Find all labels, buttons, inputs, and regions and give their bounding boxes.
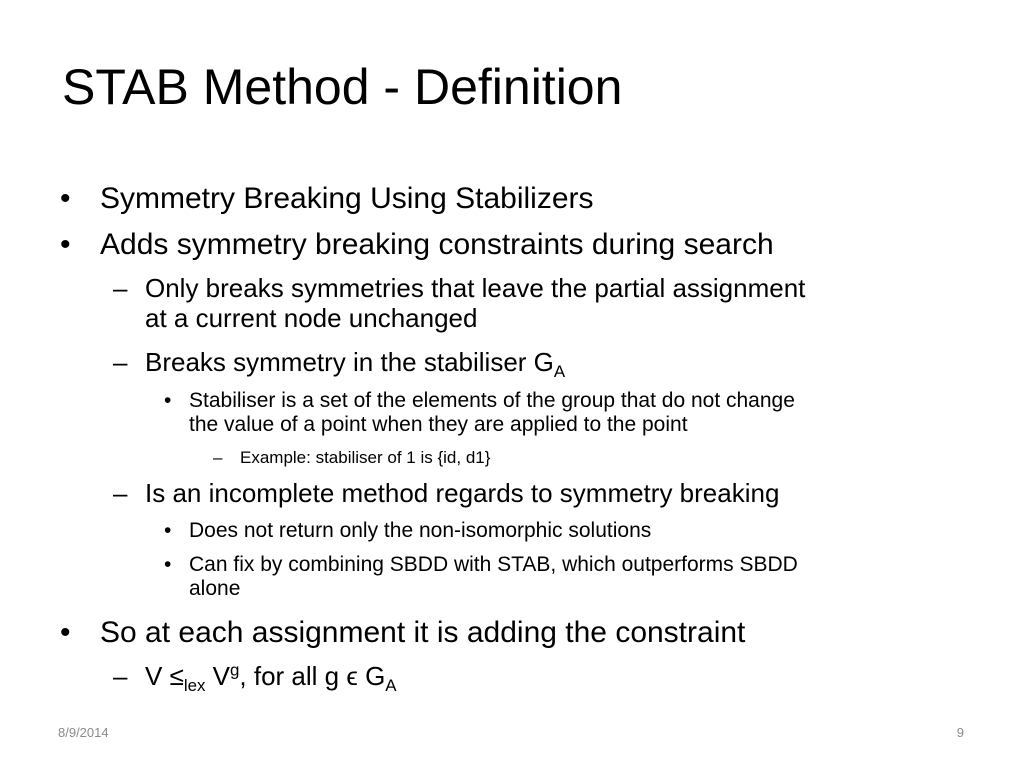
bullet-item — [113, 479, 779, 509]
constraint-formula — [145, 660, 397, 696]
bullet-item — [164, 553, 798, 601]
bullet-item — [60, 228, 774, 263]
formula-part: V ≤ — [145, 661, 184, 691]
formula-superscript: g — [230, 660, 240, 680]
bullet-marker: • — [164, 389, 172, 412]
dash-marker: – — [113, 273, 128, 303]
bullet-marker: • — [164, 553, 172, 576]
bullet-item — [113, 274, 805, 334]
bullet-marker: • — [60, 228, 71, 261]
formula-subscript: lex — [183, 676, 206, 696]
footer-date: 8/9/2014 — [58, 725, 109, 740]
bullet-text: Breaks symmetry in the stabiliser G — [145, 347, 554, 377]
bullet-marker: • — [60, 182, 71, 215]
bullet-marker: • — [164, 519, 172, 542]
bullet-text-line: the value of a point when they are applied to the point — [189, 413, 688, 437]
dash-marker: – — [113, 347, 128, 377]
bullet-marker: • — [60, 616, 71, 649]
bullet-text: Adds symmetry breaking constraints during search — [100, 228, 774, 261]
bullet-item — [113, 347, 566, 382]
bullet-item — [113, 660, 397, 696]
dash-marker: – — [113, 478, 128, 508]
bullet-item — [164, 519, 651, 543]
bullet-item — [60, 182, 594, 217]
bullet-text: Symmetry Breaking Using Stabilizers — [100, 182, 594, 215]
subscript: A — [553, 362, 566, 382]
dash-marker: – — [113, 661, 128, 691]
formula-part: V — [205, 661, 231, 691]
formula-part: , for all g ϵ G — [239, 661, 386, 691]
bullet-text: Is an incomplete method regards to symmetry breaking — [145, 478, 780, 508]
bullet-text-line: Stabiliser is a set of the elements of the group that do not change — [189, 389, 795, 412]
bullet-text-line: alone — [189, 577, 241, 601]
bullet-item — [60, 616, 745, 651]
bullet-text-line: Can fix by combining SBDD with STAB, which outperforms SBDD — [189, 553, 798, 576]
bullet-text: Example: stabiliser of 1 is {id, d1} — [240, 448, 491, 467]
bullet-text: So at each assignment it is adding the constraint — [100, 616, 746, 649]
bullet-item — [164, 389, 795, 437]
bullet-text-line: at a current node unchanged — [145, 302, 478, 333]
bullet-text: Does not return only the non-isomorphic solutions — [189, 519, 652, 542]
dash-marker: – — [213, 448, 223, 467]
bullet-item — [213, 448, 490, 468]
bullet-text-line: Only breaks symmetries that leave the partial assignment — [145, 273, 806, 303]
footer-page-number: 9 — [956, 725, 964, 740]
formula-subscript: A — [385, 676, 397, 696]
slide-title: STAB Method - Definition — [62, 59, 623, 115]
